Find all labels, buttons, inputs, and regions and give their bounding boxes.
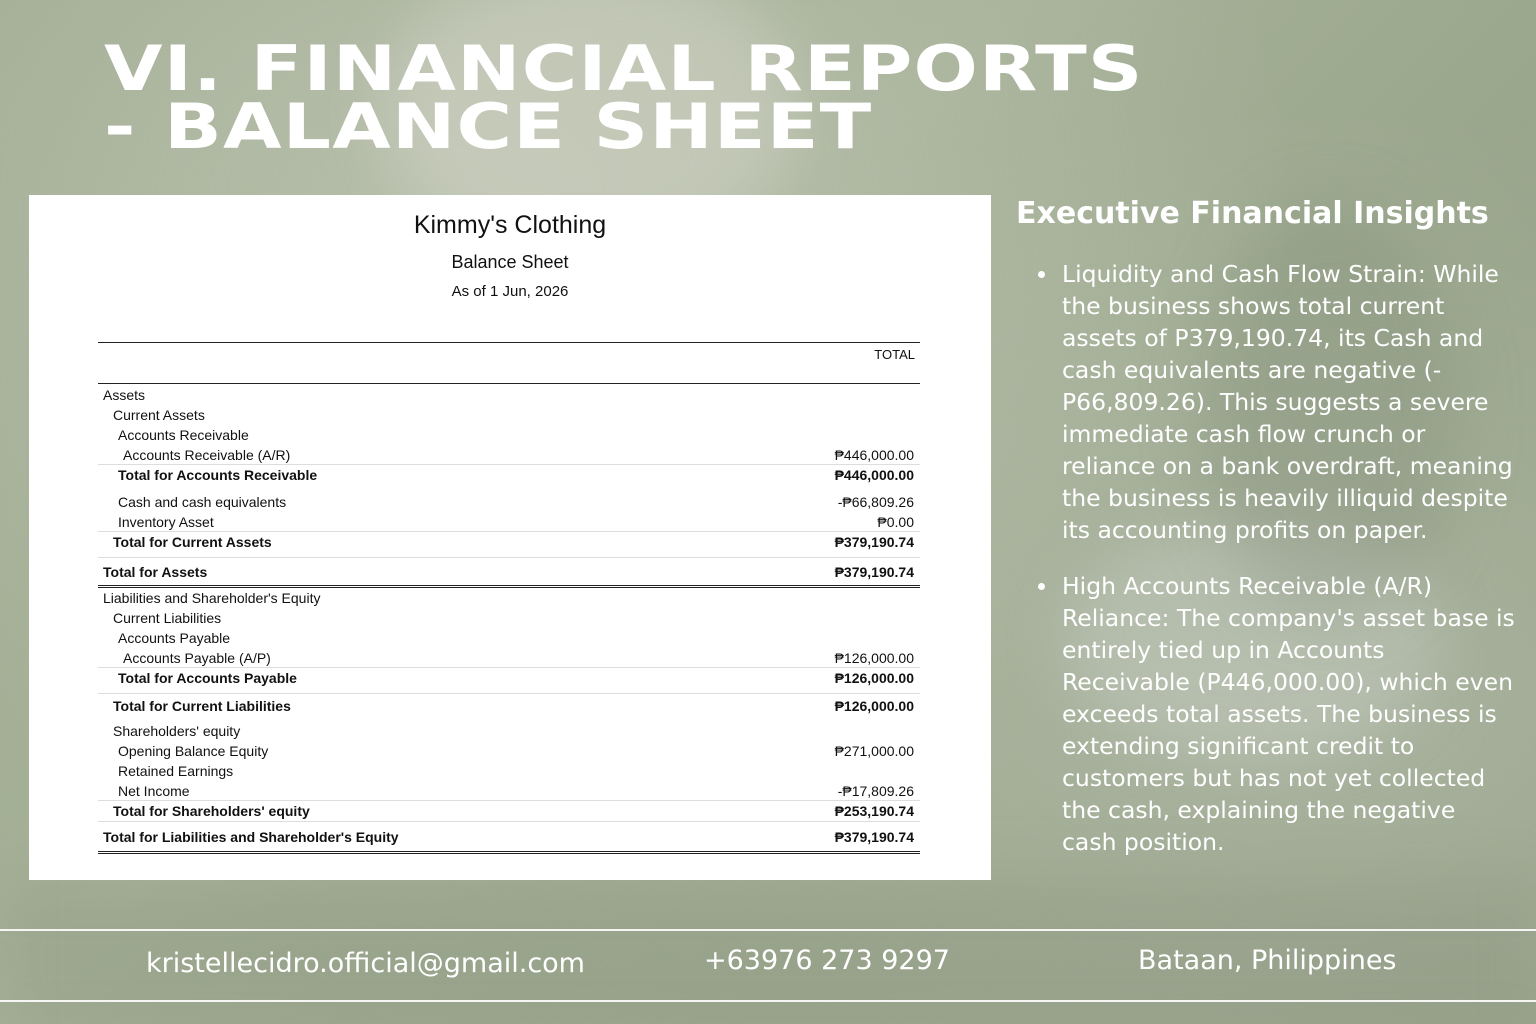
table-row: Retained Earnings <box>118 763 234 779</box>
table-row: Opening Balance Equity ₱271,000.00 <box>118 743 914 759</box>
slide-title-line1: VI. FINANCIAL REPORTS <box>104 32 1144 105</box>
table-row-total: Total for Current Liabilities ₱126,000.00 <box>113 698 914 714</box>
table-row: Liabilities and Shareholder's Equity <box>103 590 321 606</box>
balance-sheet-report <box>29 195 991 880</box>
balance-sheet-rows <box>98 385 920 854</box>
report-date: As of 1 Jun, 2026 <box>451 283 569 300</box>
bullet-icon <box>1038 271 1045 278</box>
column-header-total: TOTAL <box>874 347 915 362</box>
table-row-total: Total for Current Assets ₱379,190.74 <box>98 532 920 558</box>
table-row: Shareholders' equity <box>113 723 241 739</box>
insights-list <box>1038 258 1516 882</box>
table-row: Current Assets <box>113 407 205 423</box>
table-row: Net Income -₱17,809.26 <box>98 781 920 801</box>
footer-phone: +63976 273 9297 <box>704 945 950 976</box>
footer-divider-top <box>0 929 1536 931</box>
bullet-icon <box>1038 583 1045 590</box>
table-row: Accounts Receivable <box>118 427 249 443</box>
list-item <box>1038 258 1516 546</box>
header-rule-top <box>98 342 920 343</box>
table-row-total: Total for Accounts Payable ₱126,000.00 <box>98 668 920 694</box>
insights-heading: Executive Financial Insights <box>1016 196 1489 231</box>
table-row: Cash and cash equivalents -₱66,809.26 <box>118 494 914 510</box>
table-row-total: Total for Assets ₱379,190.74 <box>98 558 920 588</box>
table-row-total: Total for Shareholders' equity ₱253,190.74 <box>98 801 920 822</box>
footer-email: kristellecidro.official@gmail.com <box>146 948 585 979</box>
list-item <box>1038 570 1516 858</box>
insight-text: High Accounts Receivable (A/R) Reliance: The company's asset base is entirely tied up in Accounts Receivable (P446,000.00), which even exceeds total assets. The business is extending significant credit to customers but has not yet collected the cash, explaining the negative cash position. <box>1062 572 1515 856</box>
header-rule-bottom <box>98 383 920 384</box>
table-row: Accounts Payable (A/P) ₱126,000.00 <box>98 648 920 668</box>
insight-text: Liquidity and Cash Flow Strain: While the business shows total current assets of P379,190.74, its Cash and cash equivalents are negative (-P66,809.26). This suggests a severe immediate cash flow crunch or reliance on a bank overdraft, meaning the business is heavily illiquid despite its accounting profits on paper. <box>1062 260 1513 544</box>
table-row-total: Total for Accounts Receivable ₱446,000.00 <box>118 467 914 483</box>
table-row: Current Liabilities <box>113 610 222 626</box>
report-title: Balance Sheet <box>451 252 569 272</box>
table-row: Accounts Receivable (A/R) ₱446,000.00 <box>98 445 920 465</box>
table-row: Assets <box>103 387 146 403</box>
footer-divider-bottom <box>0 1000 1536 1002</box>
slide-title <box>104 32 1144 163</box>
company-name: Kimmy's Clothing <box>413 211 607 239</box>
slide-title-line2: - BALANCE SHEET <box>104 90 873 163</box>
footer-location: Bataan, Philippines <box>1138 945 1397 976</box>
table-row-total: Total for Liabilities and Shareholder's Equity ₱379,190.74 <box>98 822 920 854</box>
table-row: Inventory Asset ₱0.00 <box>98 512 920 532</box>
table-row: Accounts Payable <box>118 630 231 646</box>
